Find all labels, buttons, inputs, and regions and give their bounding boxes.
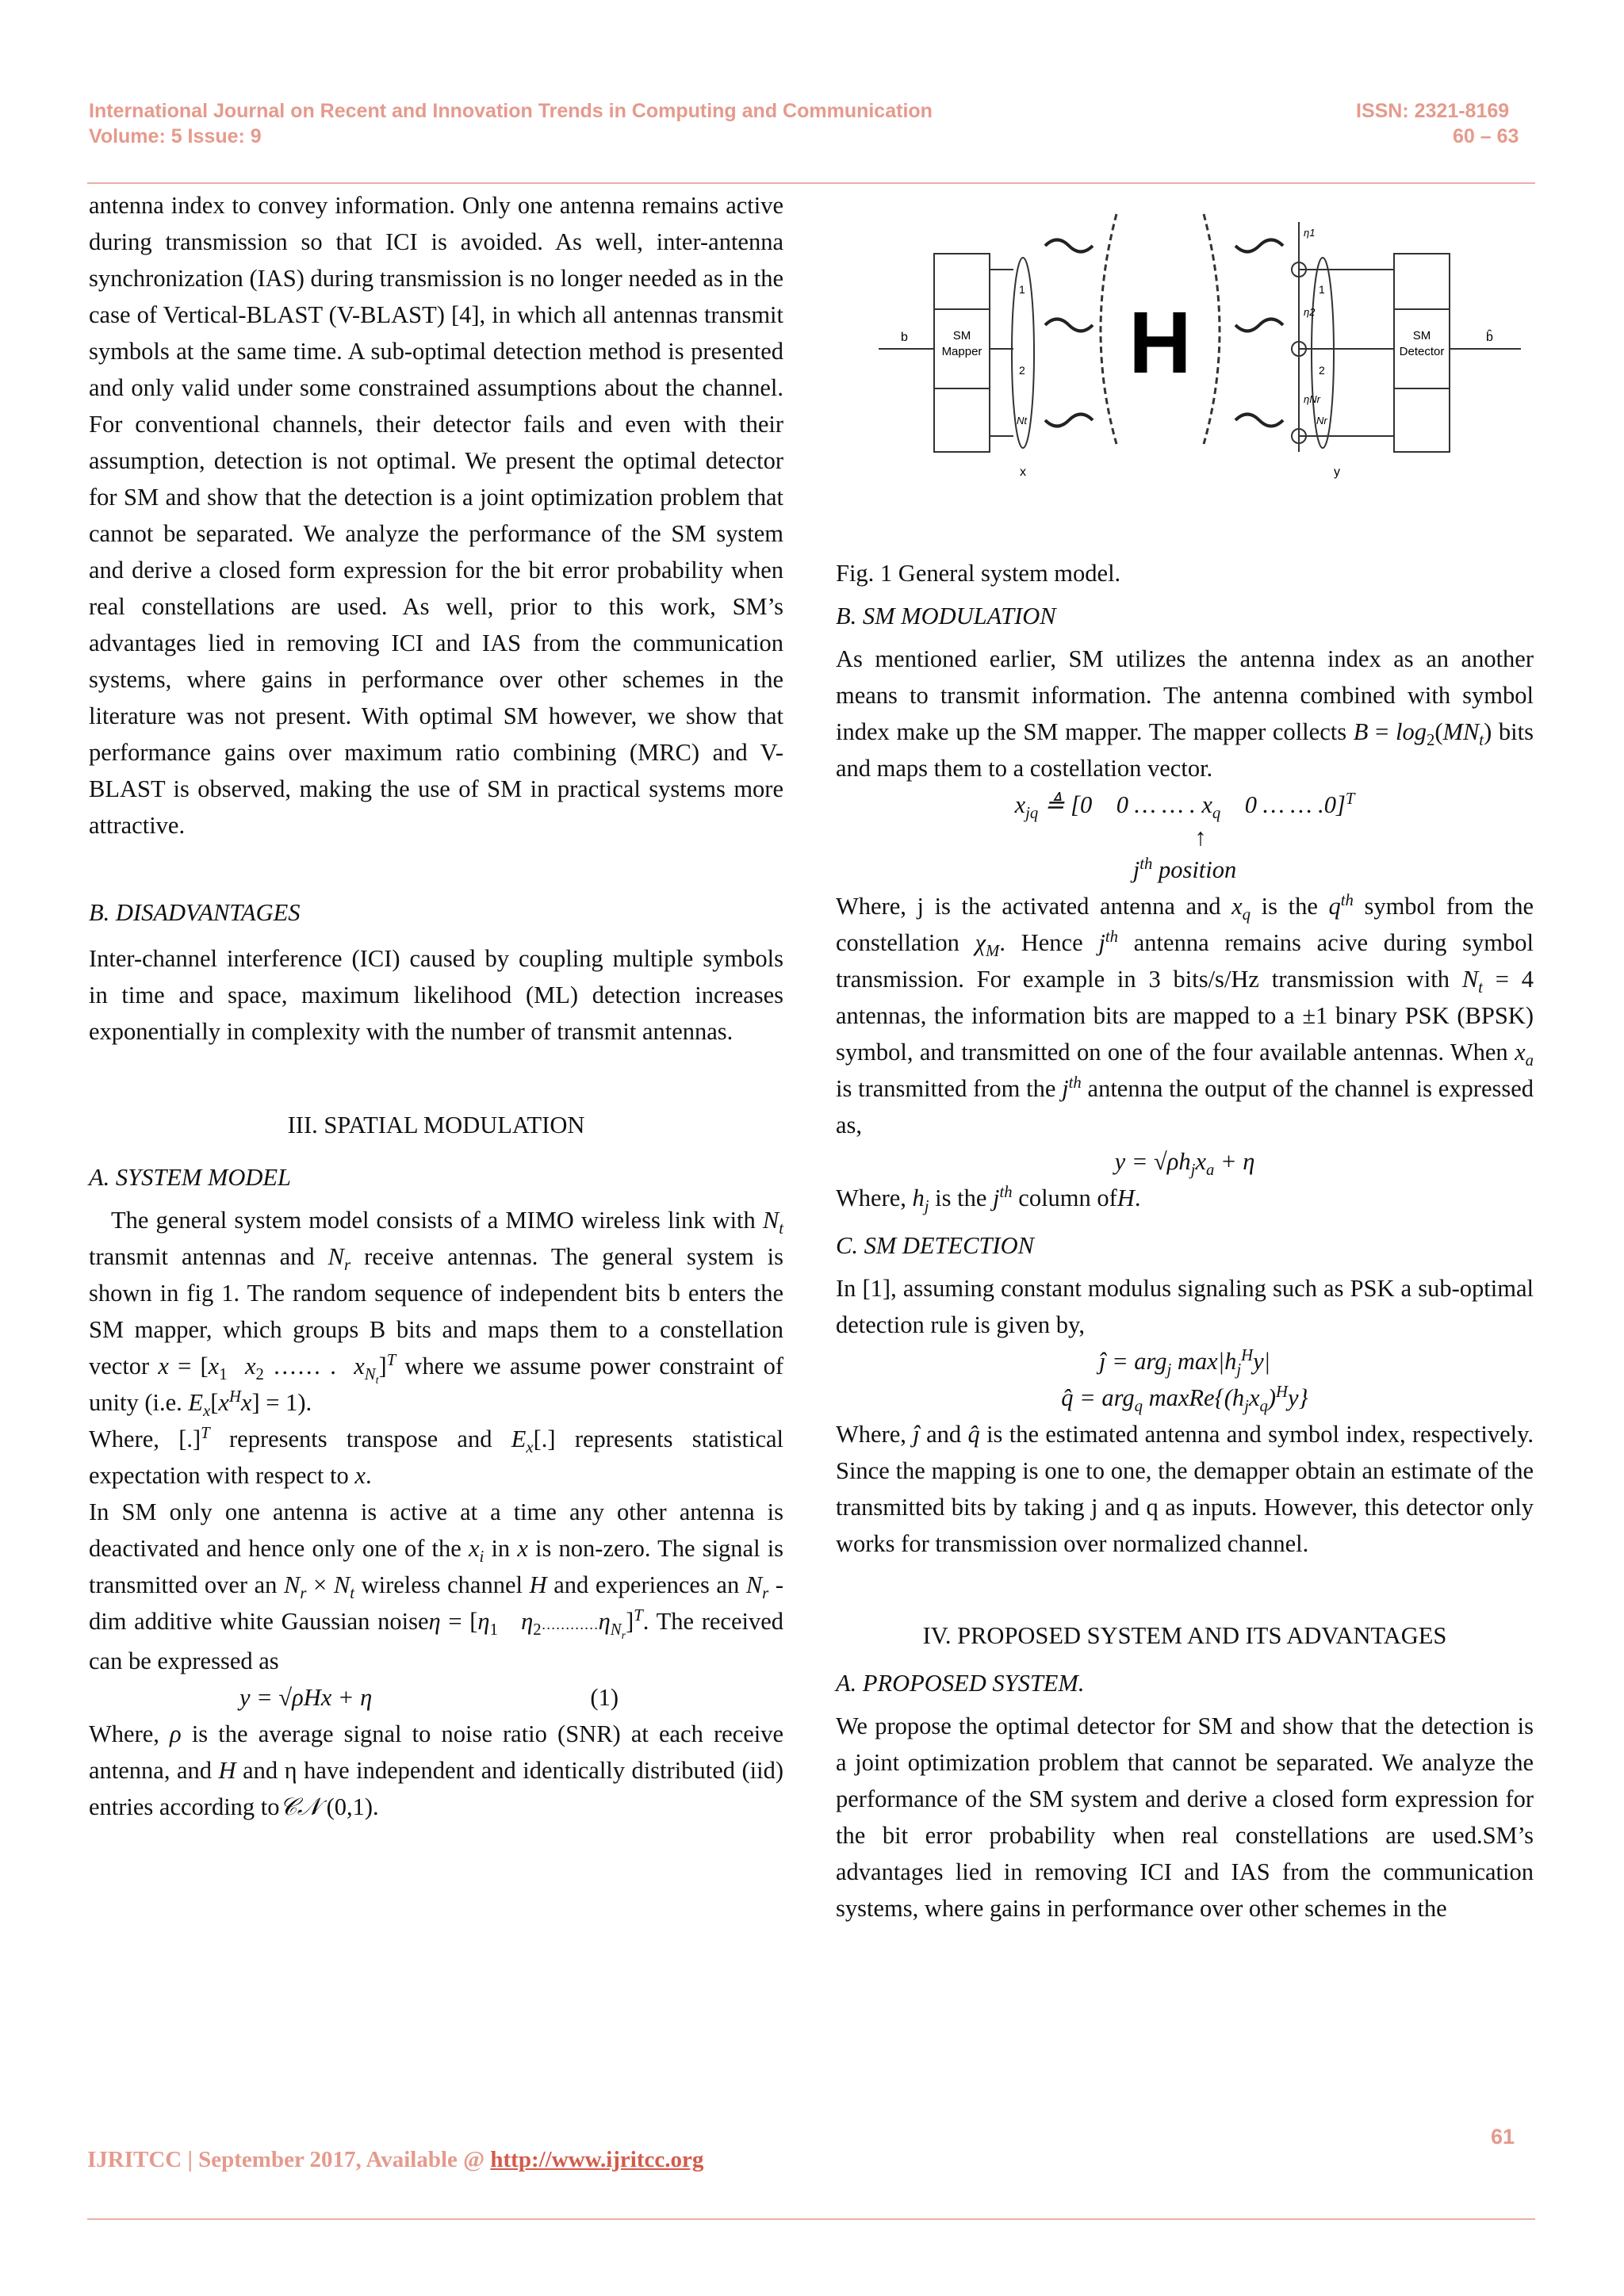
footer-text: IJRITCC | September 2017, Available @ http://www.ijritcc.org <box>87 2147 704 2172</box>
y-label: y <box>1334 465 1340 479</box>
sm-detection-heading: C. SM DETECTION <box>836 1232 1034 1259</box>
journal-title: International Journal on Recent and Innovation Trends in Computing and Communication <box>89 100 933 122</box>
section-heading-proposed-system: IV. PROPOSED SYSTEM AND ITS ADVANTAGES <box>922 1622 1447 1649</box>
left-column <box>89 187 783 1825</box>
section-heading-spatial-modulation: III. SPATIAL MODULATION <box>287 1112 585 1138</box>
sm-mapper-label-2: Mapper <box>941 345 982 358</box>
equation-number: (1) <box>590 1684 619 1711</box>
jth-position-label: $j^{th}$ position <box>1132 855 1237 883</box>
proposed-system-paragraph: We propose the optimal detector for SM and show that the detection is a joint optimization problem that cannot be separated. We analyze the performance of the SM system and derive a closed form expression for the bit error probability when real constellations are used.SM’s advantages lied in removing ICI and IAS from the communication systems, where gains in performance over other schemes in the <box>836 1712 1534 1922</box>
page-number: 61 <box>1491 2125 1515 2149</box>
channel-h-label: H <box>1128 294 1192 392</box>
estimated-index-paragraph: Where, ĵ and q̂ is the estimated antenna and symbol index, respectively. Since the mapping is one to one, the demapper obtain an estimate of the transmitted bits by taking j and q as inputs. However, this detector only works for transmission over normalized channel. <box>836 1421 1534 1557</box>
disadvantages-text: Inter-channel interference (ICI) caused by coupling multiple symbols in time and space, maximum likelihood (ML) detection increases exponentially in complexity with the number of transmit antennas. <box>89 945 783 1045</box>
tx-label-n: Nt <box>1017 415 1027 427</box>
disadvantages-heading: B. DISADVANTAGES <box>89 899 301 926</box>
system-model-figure <box>855 190 1537 507</box>
header-rule <box>87 182 1535 184</box>
rx-label-1: 1 <box>1319 283 1325 296</box>
channel-output-equation: $y = √\rho h_jx_a + \eta$ <box>1114 1148 1255 1180</box>
vector-equation: $x_{jq}$ ≜ [0 0 … … . $x_q$ 0 … … .0]$^T$ <box>1014 790 1355 823</box>
right-column <box>836 555 1534 1927</box>
sm-detector-label-1: SM <box>1412 329 1431 342</box>
etan-label: ηNr <box>1304 393 1320 405</box>
snr-paragraph: Where, ρ is the average signal to noise ratio (SNR) at each receive antenna, and H and η have independent and identically distributed (iid) entries according to𝒞𝒩 (0,1). <box>89 1720 784 1820</box>
activated-antenna-paragraph: Where, j is the activated antenna and $x_q$ is the $q^{th}$ symbol from the constellation $\chi_M$. Hence $j^{th}$ antenna remains acive during symbol transmission. For example in 3 bits/s/Hz transmission with $N_t = 4$ antennas, the information bits are mapped to a ±1 binary PSK (BPSK) symbol, and transmitted on one of the four available antennas. When $x_a$ is transmitted from the $j^{th}$ antenna the output of the channel is expressed as, <box>836 891 1534 1138</box>
x-label: x <box>1020 465 1026 479</box>
position-arrow: ↑ <box>1194 824 1207 851</box>
sm-modulation-paragraph: As mentioned earlier, SM utilizes the antenna index as an another means to transmit information. The antenna combined with symbol index make up the SM mapper. The mapper collects $B = \log_2(MN_t)$ bits and maps them to a costellation vector. <box>836 645 1534 782</box>
page-range: 60 – 63 <box>1453 125 1519 147</box>
active-antenna-paragraph: In SM only one antenna is active at a time any other antenna is deactivated and hence only one of the $x_i$ in x is non-zero. The signal is transmitted over an $N_r \times N_t$ wireless channel H and experiences an $N_r$ -dim additive white Gaussian noiseη = [$\eta_1$ $\eta_2\dots\dots\dots\dots\eta_{N_r}]^T$. The received can be expressed as <box>89 1498 784 1674</box>
volume-issue: Volume: 5 Issue: 9 <box>89 125 262 147</box>
bits-input-label: b <box>901 331 908 344</box>
proposed-system-heading: A. PROPOSED SYSTEM. <box>836 1670 1085 1697</box>
detection-equation-j: ĵ = arg$_j$ $\max|h_j^Hy|$ <box>1098 1346 1271 1380</box>
hj-paragraph: Where, $h_j$ is the $j^{th}$ column ofH. <box>836 1183 1141 1216</box>
system-model-paragraph: The general system model consists of a MIMO wireless link with $N_t$ transmit antennas and $N_r$ receive antennas. The general system is shown in fig 1. The random sequence of independent bits b enters the SM mapper, which groups B bits and maps them to a constellation vector $x = [x_1$ $x_2$ …… . $x_{N_t}]^T$ where we assume power constraint of unity (i.e. $E_x[x^Hx] = 1$). <box>89 1207 784 1421</box>
sm-modulation-heading: B. SM MODULATION <box>836 603 1056 629</box>
bits-output-label: b̂ <box>1486 331 1493 344</box>
intro-paragraph: antenna index to convey information. Only one antenna remains active during transmission so that ICI is avoided. As well, inter-antenna synchronization (IAS) during transmission is no longer needed as in the case of Vertical-BLAST (V-BLAST) [4], in which all antennas transmit symbols at the same time. A sub-optimal detection method is presented and only valid under some constrained assumptions about the channel. For conventional channels, their detector fails and even with their assumption, detection is not optimal. We present the optimal detector for SM and show that the detection is a joint optimization problem that cannot be separated. We analyze the performance of the SM system and derive a closed form expression for the bit error probability when real constellations are used. As well, prior to this work, SM’s advantages lied in removing ICI and IAS from the communication systems, where gains in performance over other schemes in the literature was not present. With optimal SM however, we show that performance gains over maximum ratio combining (MRC) and V-BLAST is observed, making the use of SM in practical systems more attractive. <box>89 192 783 839</box>
sm-detection-paragraph: In [1], assuming constant modulus signaling such as PSK a sub-optimal detection rule is given by, <box>836 1275 1534 1338</box>
eta2-label: η2 <box>1304 306 1316 318</box>
issn: ISSN: 2321-8169 <box>1356 100 1510 122</box>
tx-label-1: 1 <box>1019 283 1025 296</box>
sm-mapper-label-1: SM <box>952 329 971 342</box>
sm-detector-label-2: Detector <box>1399 345 1445 358</box>
figure-caption: Fig. 1 General system model. <box>836 560 1121 587</box>
detection-equation-q: q̂ = arg$_q$ $maxRe\{(h_jx_q)^Hy\}$ <box>1061 1383 1308 1416</box>
footer-rule <box>87 2218 1535 2220</box>
rx-label-2: 2 <box>1319 364 1325 377</box>
transpose-paragraph: Where, [.]$^T$ represents transpose and $E_x[.]$ represents statistical expectation with respect to x. <box>89 1424 783 1489</box>
tx-label-2: 2 <box>1019 364 1025 377</box>
eta1-label: η1 <box>1304 227 1316 239</box>
journal-link[interactable]: http://www.ijritcc.org <box>490 2147 704 2172</box>
equation-1: y = √ρHx + η (1) <box>89 1679 783 1716</box>
rx-label-n: Nr <box>1316 415 1327 427</box>
system-model-heading: A. SYSTEM MODEL <box>89 1164 292 1191</box>
